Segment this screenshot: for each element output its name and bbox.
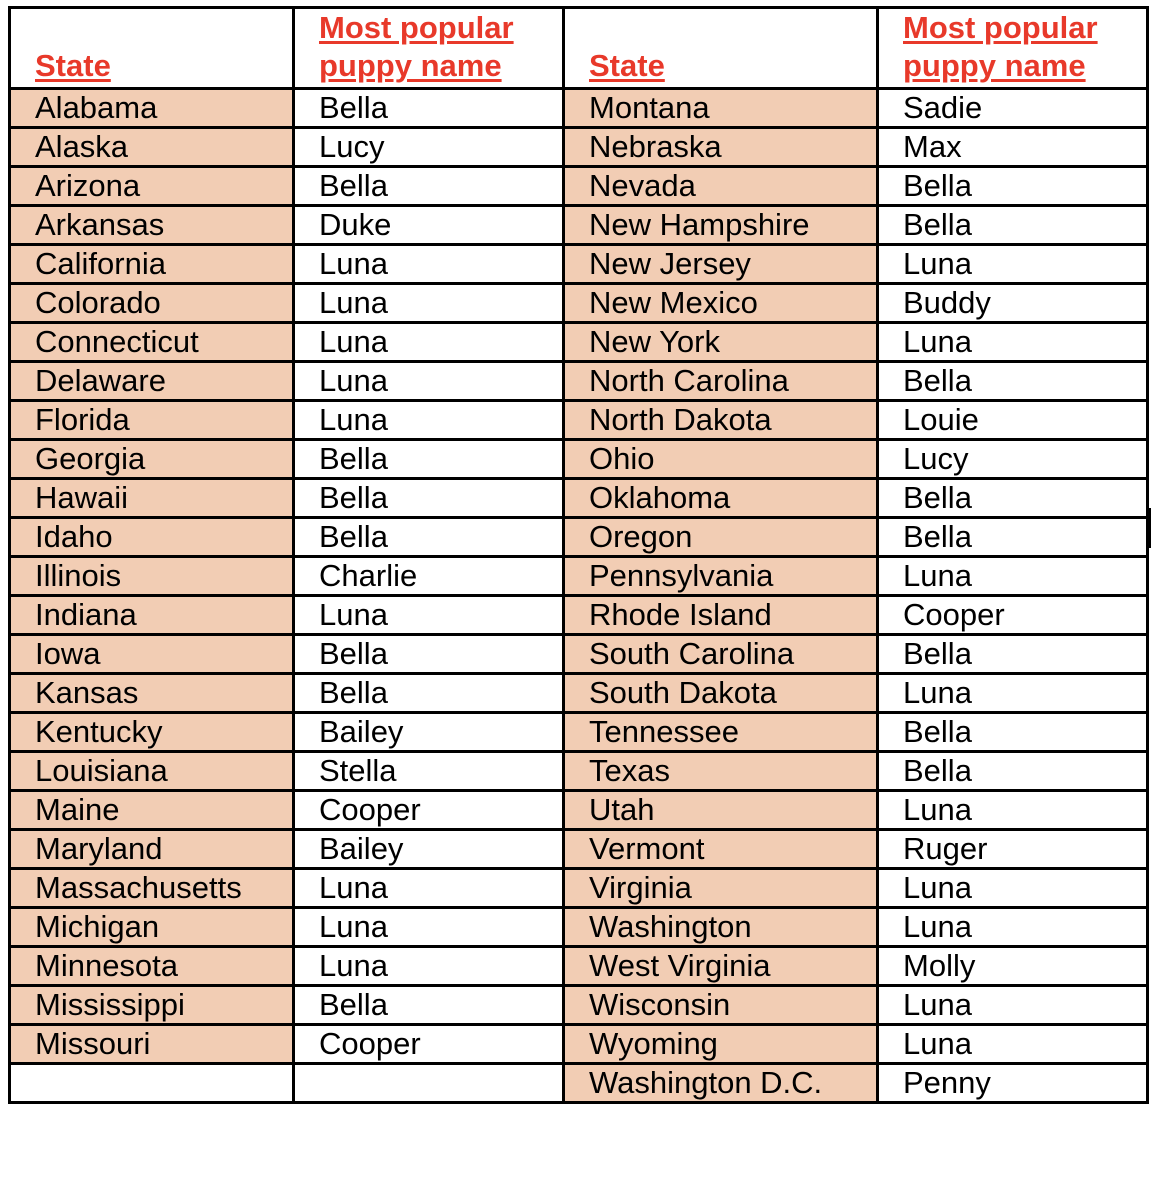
table-row bbox=[10, 245, 1148, 284]
state-cell-right: Washington D.C. bbox=[564, 1064, 878, 1103]
table-row bbox=[10, 947, 1148, 986]
state-header-right-label: State bbox=[589, 48, 665, 83]
state-cell-left: Arizona bbox=[10, 167, 294, 206]
state-cell-left: Illinois bbox=[10, 557, 294, 596]
state-cell-left: Michigan bbox=[10, 908, 294, 947]
name-cell-right: Luna bbox=[878, 791, 1148, 830]
name-header-left bbox=[294, 8, 564, 89]
table-row bbox=[10, 986, 1148, 1025]
name-cell-left: Luna bbox=[294, 908, 564, 947]
name-cell-left: Luna bbox=[294, 323, 564, 362]
state-cell-left bbox=[10, 1064, 294, 1103]
table-row bbox=[10, 830, 1148, 869]
name-cell-right: Louie bbox=[878, 401, 1148, 440]
state-cell-left: Louisiana bbox=[10, 752, 294, 791]
state-cell-left: Florida bbox=[10, 401, 294, 440]
name-cell-right: Bella bbox=[878, 362, 1148, 401]
state-cell-right: Montana bbox=[564, 89, 878, 128]
name-cell-right: Luna bbox=[878, 1025, 1148, 1064]
state-cell-right: New Mexico bbox=[564, 284, 878, 323]
state-cell-left: Connecticut bbox=[10, 323, 294, 362]
state-cell-left: Indiana bbox=[10, 596, 294, 635]
edge-mark bbox=[1149, 508, 1151, 548]
name-cell-right: Molly bbox=[878, 947, 1148, 986]
name-cell-right: Luna bbox=[878, 674, 1148, 713]
name-cell-right: Bella bbox=[878, 635, 1148, 674]
table-row bbox=[10, 557, 1148, 596]
state-cell-right: Utah bbox=[564, 791, 878, 830]
name-header-left-label: Most popular puppy name bbox=[319, 10, 514, 83]
name-cell-left: Luna bbox=[294, 362, 564, 401]
name-cell-right: Luna bbox=[878, 323, 1148, 362]
table-row bbox=[10, 674, 1148, 713]
header-row bbox=[10, 8, 1148, 89]
state-header-left-label: State bbox=[35, 48, 111, 83]
name-cell-left: Bella bbox=[294, 518, 564, 557]
name-cell-right: Bella bbox=[878, 752, 1148, 791]
table-row bbox=[10, 1064, 1148, 1103]
state-cell-right: Nebraska bbox=[564, 128, 878, 167]
puppy-names-table bbox=[8, 6, 1149, 1104]
name-header-right-label: Most popular puppy name bbox=[903, 10, 1098, 83]
state-header-right bbox=[564, 8, 878, 89]
state-cell-left: Colorado bbox=[10, 284, 294, 323]
name-cell-left: Bailey bbox=[294, 713, 564, 752]
name-cell-left: Cooper bbox=[294, 1025, 564, 1064]
name-cell-left: Luna bbox=[294, 869, 564, 908]
table-row bbox=[10, 362, 1148, 401]
name-cell-left: Luna bbox=[294, 284, 564, 323]
state-cell-left: California bbox=[10, 245, 294, 284]
state-cell-left: Arkansas bbox=[10, 206, 294, 245]
name-cell-right: Bella bbox=[878, 167, 1148, 206]
state-cell-left: Iowa bbox=[10, 635, 294, 674]
state-cell-right: Texas bbox=[564, 752, 878, 791]
state-cell-left: Missouri bbox=[10, 1025, 294, 1064]
name-cell-right: Bella bbox=[878, 479, 1148, 518]
state-cell-left: Minnesota bbox=[10, 947, 294, 986]
name-cell-left: Bella bbox=[294, 167, 564, 206]
state-cell-left: Idaho bbox=[10, 518, 294, 557]
name-cell-right: Penny bbox=[878, 1064, 1148, 1103]
name-cell-right: Ruger bbox=[878, 830, 1148, 869]
table-row bbox=[10, 206, 1148, 245]
state-cell-left: Hawaii bbox=[10, 479, 294, 518]
name-cell-left: Bailey bbox=[294, 830, 564, 869]
name-cell-right: Luna bbox=[878, 557, 1148, 596]
state-cell-right: Rhode Island bbox=[564, 596, 878, 635]
table-row bbox=[10, 752, 1148, 791]
name-cell-left: Bella bbox=[294, 89, 564, 128]
state-cell-left: Mississippi bbox=[10, 986, 294, 1025]
table-row bbox=[10, 518, 1148, 557]
state-cell-right: Wyoming bbox=[564, 1025, 878, 1064]
name-cell-left: Lucy bbox=[294, 128, 564, 167]
name-cell-left: Bella bbox=[294, 479, 564, 518]
state-cell-right: Nevada bbox=[564, 167, 878, 206]
table-row bbox=[10, 713, 1148, 752]
name-cell-right: Cooper bbox=[878, 596, 1148, 635]
name-cell-left: Bella bbox=[294, 986, 564, 1025]
table-body bbox=[10, 89, 1148, 1103]
name-cell-left: Duke bbox=[294, 206, 564, 245]
table-row bbox=[10, 128, 1148, 167]
state-cell-left: Alaska bbox=[10, 128, 294, 167]
state-cell-right: Wisconsin bbox=[564, 986, 878, 1025]
name-cell-left: Stella bbox=[294, 752, 564, 791]
state-cell-right: North Dakota bbox=[564, 401, 878, 440]
state-cell-right: Washington bbox=[564, 908, 878, 947]
state-cell-right: Tennessee bbox=[564, 713, 878, 752]
name-cell-left bbox=[294, 1064, 564, 1103]
state-cell-right: New Hampshire bbox=[564, 206, 878, 245]
table-row bbox=[10, 401, 1148, 440]
table-row bbox=[10, 908, 1148, 947]
table-row bbox=[10, 284, 1148, 323]
name-cell-left: Luna bbox=[294, 401, 564, 440]
state-cell-right: Oklahoma bbox=[564, 479, 878, 518]
table-row bbox=[10, 89, 1148, 128]
name-cell-right: Luna bbox=[878, 908, 1148, 947]
name-cell-left: Luna bbox=[294, 245, 564, 284]
table-row bbox=[10, 1025, 1148, 1064]
table-row bbox=[10, 596, 1148, 635]
name-cell-right: Bella bbox=[878, 206, 1148, 245]
state-cell-left: Maryland bbox=[10, 830, 294, 869]
state-cell-left: Maine bbox=[10, 791, 294, 830]
state-cell-left: Kentucky bbox=[10, 713, 294, 752]
table-row bbox=[10, 869, 1148, 908]
name-cell-left: Cooper bbox=[294, 791, 564, 830]
name-cell-right: Luna bbox=[878, 869, 1148, 908]
name-cell-right: Buddy bbox=[878, 284, 1148, 323]
name-cell-right: Sadie bbox=[878, 89, 1148, 128]
state-cell-left: Kansas bbox=[10, 674, 294, 713]
name-cell-right: Luna bbox=[878, 986, 1148, 1025]
name-cell-right: Max bbox=[878, 128, 1148, 167]
name-cell-left: Charlie bbox=[294, 557, 564, 596]
name-cell-left: Luna bbox=[294, 947, 564, 986]
name-cell-left: Bella bbox=[294, 635, 564, 674]
state-cell-right: North Carolina bbox=[564, 362, 878, 401]
name-cell-left: Bella bbox=[294, 674, 564, 713]
state-cell-left: Alabama bbox=[10, 89, 294, 128]
name-cell-right: Luna bbox=[878, 245, 1148, 284]
name-cell-right: Bella bbox=[878, 713, 1148, 752]
state-cell-right: Oregon bbox=[564, 518, 878, 557]
state-header-left bbox=[10, 8, 294, 89]
table-row bbox=[10, 479, 1148, 518]
table-row bbox=[10, 323, 1148, 362]
table-row bbox=[10, 167, 1148, 206]
name-cell-right: Lucy bbox=[878, 440, 1148, 479]
state-cell-right: New Jersey bbox=[564, 245, 878, 284]
state-cell-right: South Dakota bbox=[564, 674, 878, 713]
table-row bbox=[10, 791, 1148, 830]
state-cell-left: Massachusetts bbox=[10, 869, 294, 908]
state-cell-right: Virginia bbox=[564, 869, 878, 908]
state-cell-left: Georgia bbox=[10, 440, 294, 479]
name-header-right bbox=[878, 8, 1148, 89]
state-cell-right: West Virginia bbox=[564, 947, 878, 986]
state-cell-left: Delaware bbox=[10, 362, 294, 401]
name-cell-left: Luna bbox=[294, 596, 564, 635]
state-cell-right: Ohio bbox=[564, 440, 878, 479]
table-row bbox=[10, 440, 1148, 479]
table-row bbox=[10, 635, 1148, 674]
name-cell-left: Bella bbox=[294, 440, 564, 479]
name-cell-right: Bella bbox=[878, 518, 1148, 557]
state-cell-right: New York bbox=[564, 323, 878, 362]
state-cell-right: Pennsylvania bbox=[564, 557, 878, 596]
state-cell-right: South Carolina bbox=[564, 635, 878, 674]
state-cell-right: Vermont bbox=[564, 830, 878, 869]
